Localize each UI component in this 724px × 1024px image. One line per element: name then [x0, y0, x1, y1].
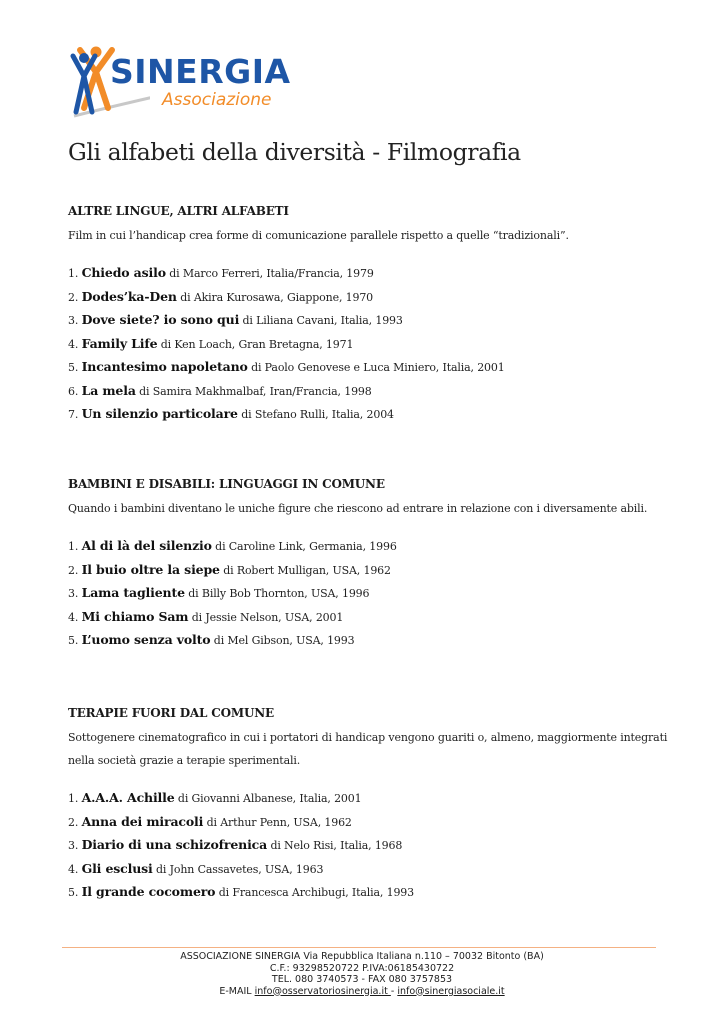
film-title: Incantesimo napoletano	[81, 359, 248, 374]
film-item	[68, 786, 668, 810]
email-separator: -	[390, 985, 395, 997]
film-number: 5.	[68, 634, 79, 647]
film-title: Dove siete? io sono qui	[81, 312, 240, 327]
film-info: di Stefano Rulli, Italia, 2004	[241, 408, 394, 421]
film-title: Gli esclusi	[81, 860, 153, 876]
film-number: 7.	[68, 408, 79, 421]
film-item	[68, 534, 668, 558]
film-info: di Akira Kurosawa, Giappone, 1970	[180, 290, 374, 304]
film-title: L’uomo senza volto	[81, 632, 211, 647]
film-item	[68, 332, 668, 356]
section-terapie	[68, 703, 668, 904]
film-title: Il grande cocomero	[81, 884, 216, 899]
film-item	[68, 880, 668, 904]
film-title: Un silenzio particolare	[81, 406, 238, 421]
film-info: di Francesca Archibugi, Italia, 1993	[218, 886, 415, 899]
film-title: Diario di una schizofrenica	[81, 837, 268, 852]
logo-name: SINERGIA	[110, 52, 291, 91]
film-item	[68, 355, 668, 379]
film-number: 5.	[68, 361, 79, 374]
footer-divider	[62, 947, 656, 948]
section-bambini-disabili	[68, 474, 668, 652]
film-info: di Caroline Link, Germania, 1996	[215, 540, 397, 553]
section-description: Sottogenere cinematografico in cui i portatori di handicap vengono guariti o, almeno, maggiormente integrati nella società grazie a terapie sperimentali.	[68, 731, 668, 767]
film-item	[68, 628, 668, 652]
film-title: Chiedo asilo	[81, 265, 166, 280]
film-title: Dodes’ka-Den	[81, 288, 177, 304]
film-info: di Arthur Penn, USA, 1962	[206, 815, 352, 829]
section-heading: ALTRE LINGUE, ALTRI ALFABETI	[68, 204, 289, 218]
film-number: 4.	[68, 337, 79, 351]
email-label: E-MAIL	[219, 985, 252, 997]
sinergia-logo	[70, 42, 291, 120]
film-info: di Billy Bob Thornton, USA, 1996	[188, 587, 370, 600]
film-number: 1.	[68, 540, 79, 553]
film-title: Anna dei miracoli	[81, 813, 204, 829]
film-title: A.A.A. Achille	[81, 790, 175, 805]
film-info: di Liliana Cavani, Italia, 1993	[242, 314, 403, 327]
film-item	[68, 581, 668, 605]
film-info: di Samira Makhmalbaf, Iran/Francia, 1998	[139, 384, 372, 398]
film-info: di Ken Loach, Gran Bretagna, 1971	[160, 337, 354, 351]
email-link-sinergiasociale[interactable]: info@sinergiasociale.it	[397, 985, 505, 997]
film-info: di Marco Ferreri, Italia/Francia, 1979	[169, 267, 374, 280]
film-number: 4.	[68, 610, 79, 624]
film-item	[68, 833, 668, 857]
film-number: 1.	[68, 792, 79, 805]
film-info: di John Cassavetes, USA, 1963	[156, 862, 324, 876]
film-item	[68, 857, 668, 881]
film-number: 3.	[68, 314, 79, 327]
film-item	[68, 379, 668, 403]
film-list	[68, 534, 668, 652]
film-title: La mela	[81, 382, 136, 398]
film-number: 2.	[68, 563, 79, 577]
film-item	[68, 558, 668, 582]
footer-tax-ids: C.F.: 93298520722 P.IVA:06185430722	[269, 962, 455, 974]
footer-phone: TEL. 080 3740573 - FAX 080 3757853	[271, 974, 453, 985]
film-number: 3.	[68, 839, 79, 852]
film-title: Lama tagliente	[81, 585, 185, 600]
email-link-osservatorio[interactable]: info@osservatoriosinergia.it	[254, 985, 391, 997]
film-number: 6.	[68, 384, 79, 398]
film-number: 5.	[68, 886, 79, 899]
film-info: di Jessie Nelson, USA, 2001	[191, 610, 344, 624]
footer	[0, 951, 724, 997]
film-title: Family Life	[81, 335, 158, 351]
film-info: di Giovanni Albanese, Italia, 2001	[177, 792, 362, 805]
film-number: 2.	[68, 815, 79, 829]
film-info: di Robert Mulligan, USA, 1962	[223, 563, 391, 577]
film-item	[68, 810, 668, 834]
film-item	[68, 261, 668, 285]
section-heading: BAMBINI E DISABILI: LINGUAGGI IN COMUNE	[68, 477, 385, 491]
film-list	[68, 261, 668, 426]
section-description: Quando i bambini diventano le uniche figure che riescono ad entrare in relazione con i diversamente abili.	[68, 502, 648, 515]
film-info: di Paolo Genovese e Luca Miniero, Italia, 2001	[251, 361, 505, 374]
film-item	[68, 605, 668, 629]
film-title: Il buio oltre la siepe	[81, 561, 220, 577]
document-title: Gli alfabeti della diversità - Filmografia	[68, 138, 521, 166]
section-altre-lingue	[68, 201, 668, 426]
section-heading: TERAPIE FUORI DAL COMUNE	[68, 706, 274, 720]
film-info: di Mel Gibson, USA, 1993	[213, 634, 355, 647]
film-number: 2.	[68, 290, 79, 304]
footer-email-line	[0, 986, 724, 998]
film-number: 1.	[68, 267, 79, 280]
film-title: Al di là del silenzio	[81, 538, 212, 553]
film-item	[68, 308, 668, 332]
film-number: 4.	[68, 862, 79, 876]
film-list	[68, 786, 668, 904]
film-info: di Nelo Risi, Italia, 1968	[270, 839, 403, 852]
logo-subtitle: Associazione	[162, 90, 272, 110]
film-item	[68, 402, 668, 426]
footer-address: ASSOCIAZIONE SINERGIA Via Repubblica Italiana n.110 – 70032 Bitonto (BA)	[180, 951, 544, 962]
film-title: Mi chiamo Sam	[81, 608, 189, 624]
section-description: Film in cui l’handicap crea forme di comunicazione parallele rispetto a quelle “tradizionali”.	[68, 229, 569, 242]
film-number: 3.	[68, 587, 79, 600]
film-item	[68, 285, 668, 309]
